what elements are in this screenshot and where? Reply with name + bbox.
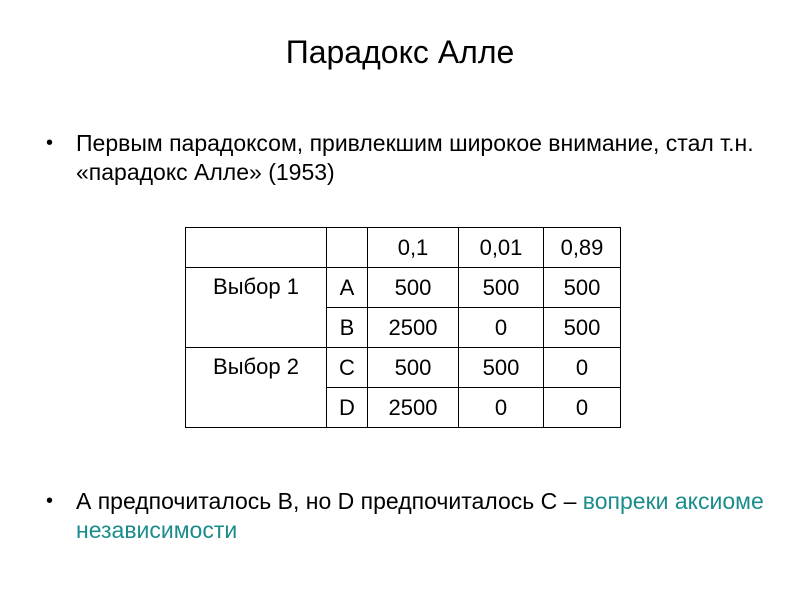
table-header-row: [186, 228, 621, 268]
table-cell: 500: [368, 268, 459, 308]
conclusion-accent-text: вопреки аксиоме независимости: [76, 488, 764, 543]
table-cell: 500: [368, 348, 459, 388]
option-label: A: [327, 268, 368, 308]
option-label: B: [327, 308, 368, 348]
option-label: C: [327, 348, 368, 388]
table-cell: 500: [459, 348, 544, 388]
header-cell-prob-2: 0,01: [459, 228, 544, 268]
bullet-text-intro: Первым парадоксом, привлекшим широкое внимание, стал т.н. «парадокс Алле» (1953): [76, 130, 754, 185]
table-cell: 2500: [368, 308, 459, 348]
conclusion-plain-text: А предпочиталось В, но D предпочиталось С –: [76, 488, 583, 514]
group-label-choice-1: Выбор 1: [186, 268, 327, 348]
table-cell: 0: [544, 388, 621, 428]
table-row: [186, 268, 621, 308]
table-cell: 0: [459, 388, 544, 428]
table-cell: 2500: [368, 388, 459, 428]
table-row: [186, 348, 621, 388]
payoff-table: [185, 227, 621, 428]
table-cell: 500: [544, 268, 621, 308]
header-cell-group: [186, 228, 327, 268]
header-cell-prob-3: 0,89: [544, 228, 621, 268]
option-label: D: [327, 388, 368, 428]
bullet-marker: •: [46, 490, 54, 512]
table-cell: 500: [459, 268, 544, 308]
table-cell: 0: [459, 308, 544, 348]
group-label-choice-2: Выбор 2: [186, 348, 327, 428]
header-cell-option: [327, 228, 368, 268]
header-cell-prob-1: 0,1: [368, 228, 459, 268]
table-cell: 500: [544, 308, 621, 348]
table-cell: 0: [544, 348, 621, 388]
bullet-text-conclusion: [76, 487, 776, 545]
bullet-marker: •: [46, 132, 54, 154]
slide-title: Парадокс Алле: [285, 34, 515, 70]
